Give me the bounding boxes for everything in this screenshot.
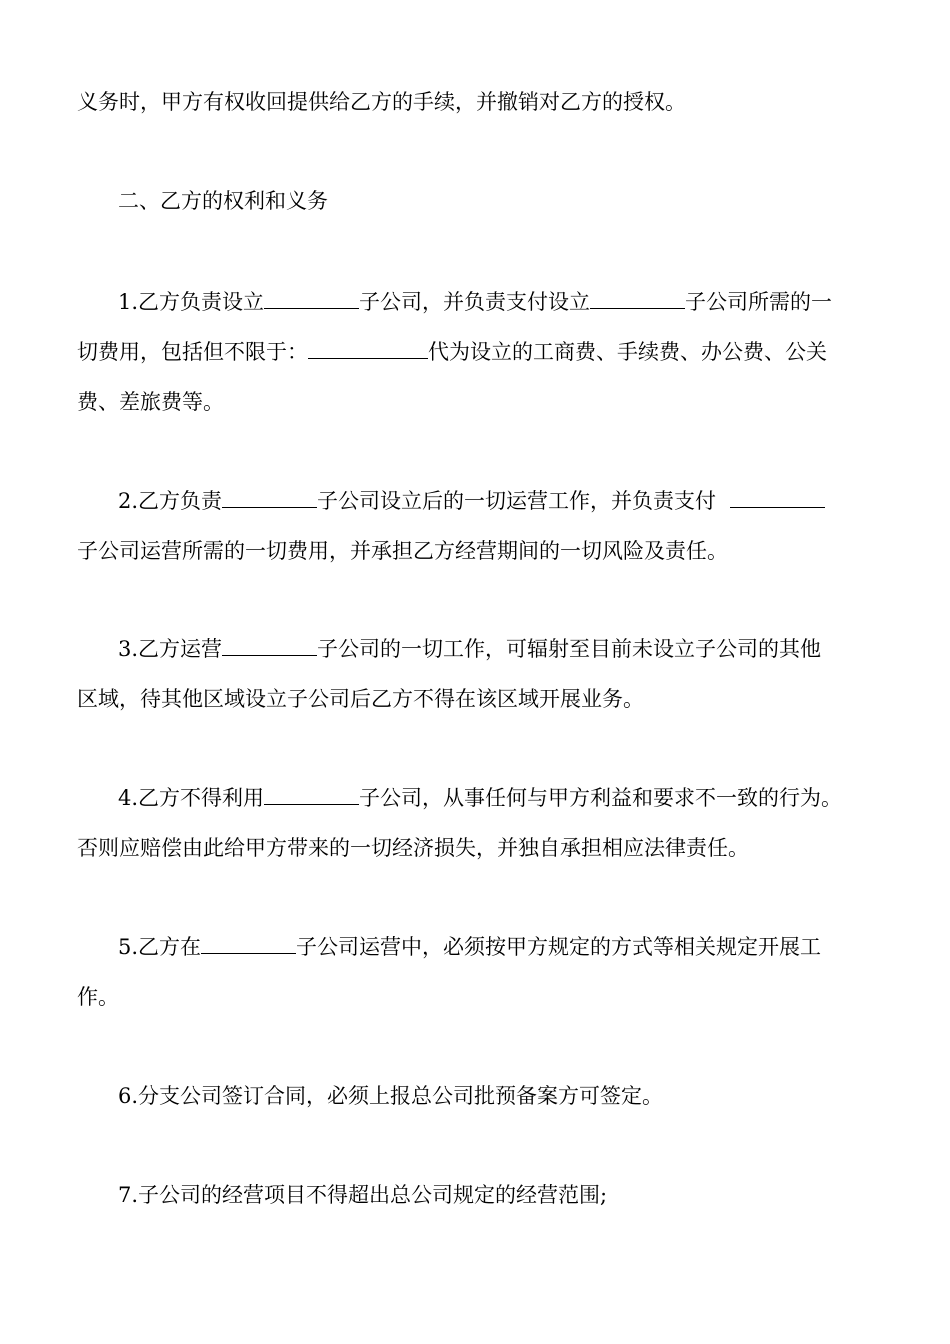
item-7-line xyxy=(0,1180,950,1210)
item-2-text: 子公司设立后的一切运营工作，并负责支付 xyxy=(317,489,717,513)
item-1-text: 1.乙方负责设立 xyxy=(118,290,265,314)
blank-line xyxy=(264,290,359,309)
item-1-text: 子公司所需的一 xyxy=(685,290,833,314)
blank-line xyxy=(222,637,317,656)
item-3-text: 3.乙方运营 xyxy=(118,637,223,661)
item-1-line-1 xyxy=(0,287,950,317)
item-3-line-2 xyxy=(0,684,950,714)
blank-line xyxy=(308,340,428,359)
item-3-text: 子公司的一切工作，可辐射至目前未设立子公司的其他 xyxy=(317,637,822,661)
item-4-line-2 xyxy=(0,833,950,863)
blank-line xyxy=(590,290,685,309)
item-1-text: 切费用，包括但不限于： xyxy=(77,340,308,364)
blank-line xyxy=(201,935,296,954)
item-1-line-3 xyxy=(0,387,950,417)
item-2-text: 子公司运营所需的一切费用，并承担乙方经营期间的一切风险及责任。 xyxy=(77,539,728,563)
blank-line xyxy=(264,786,359,805)
item-5-line-2 xyxy=(0,982,950,1012)
item-1-line-2 xyxy=(0,337,950,367)
intro-text: 义务时，甲方有权收回提供给乙方的手续，并撤销对乙方的授权。 xyxy=(77,90,686,114)
item-5-line-1 xyxy=(0,932,950,962)
blank-line xyxy=(730,489,825,508)
item-5-text: 作。 xyxy=(77,985,119,1009)
intro-line xyxy=(0,87,950,117)
item-4-line-1 xyxy=(0,783,950,813)
item-1-text: 代为设立的工商费、手续费、办公费、公关 xyxy=(428,340,827,364)
item-5-text: 子公司运营中，必须按甲方规定的方式等相关规定开展工 xyxy=(296,935,822,959)
item-2-line-1 xyxy=(0,486,950,516)
section-heading xyxy=(0,186,950,216)
item-3-text: 区域，待其他区域设立子公司后乙方不得在该区域开展业务。 xyxy=(77,687,644,711)
item-4-text: 子公司，从事任何与甲方利益和要求不一致的行为。 xyxy=(359,786,843,810)
section-heading-text: 二、乙方的权利和义务 xyxy=(118,189,328,213)
item-5-text: 5.乙方在 xyxy=(118,935,202,959)
item-2-text: 2.乙方负责 xyxy=(118,489,223,513)
item-6-text: 6.分支公司签订合同，必须上报总公司批预备案方可签定。 xyxy=(118,1084,664,1108)
item-7-text: 7.子公司的经营项目不得超出总公司规定的经营范围; xyxy=(118,1183,608,1207)
item-4-text: 否则应赔偿由此给甲方带来的一切经济损失，并独自承担相应法律责任。 xyxy=(77,836,749,860)
item-6-line xyxy=(0,1081,950,1111)
item-3-line-1 xyxy=(0,634,950,664)
blank-line xyxy=(222,489,317,508)
item-1-text: 子公司，并负责支付设立 xyxy=(359,290,591,314)
item-2-line-2 xyxy=(0,536,950,566)
item-4-text: 4.乙方不得利用 xyxy=(118,786,265,810)
item-1-text: 费、差旅费等。 xyxy=(77,390,224,414)
